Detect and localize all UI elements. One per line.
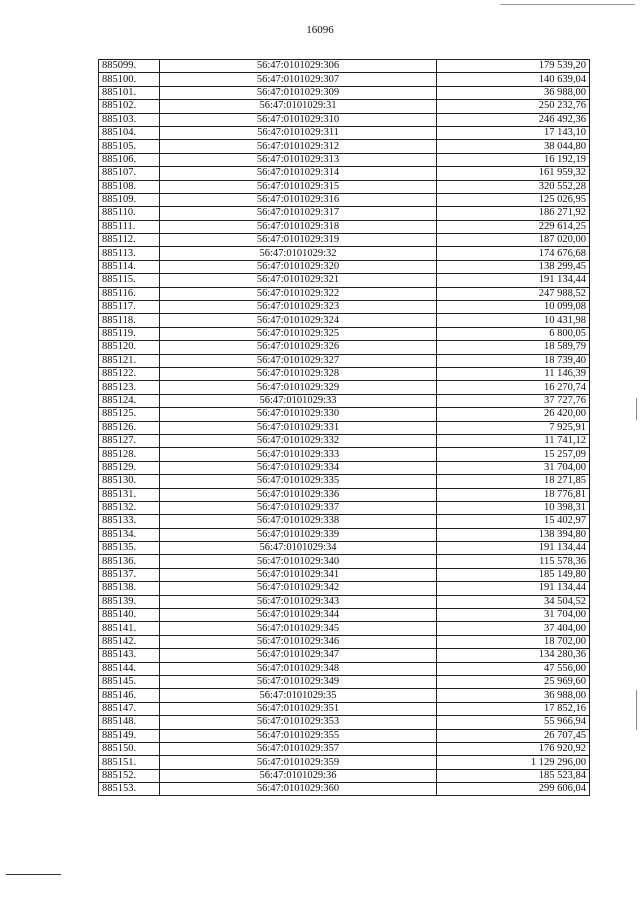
cadastral-value-cell: 250 232,76 <box>437 100 590 113</box>
cadastral-value-cell: 38 044,80 <box>437 140 590 153</box>
cadastral-value-cell: 191 134,44 <box>437 542 590 555</box>
cadastral-value-cell: 26 707,45 <box>437 729 590 742</box>
table-row <box>99 220 590 233</box>
row-number-cell: 885140. <box>99 609 160 622</box>
table-row <box>99 167 590 180</box>
footnote-rule <box>6 874 61 875</box>
cadastral-number-cell: 56:47:0101029:359 <box>160 756 437 769</box>
table-row <box>99 635 590 648</box>
cadastral-value-cell: 37 404,00 <box>437 622 590 635</box>
table-row <box>99 86 590 99</box>
row-number-cell: 885126. <box>99 421 160 434</box>
row-number-cell: 885112. <box>99 234 160 247</box>
row-number-cell: 885150. <box>99 742 160 755</box>
row-number-cell: 885113. <box>99 247 160 260</box>
table-row <box>99 73 590 86</box>
table-row <box>99 367 590 380</box>
table-row <box>99 408 590 421</box>
cadastral-number-cell: 56:47:0101029:314 <box>160 167 437 180</box>
cadastral-number-cell: 56:47:0101029:351 <box>160 702 437 715</box>
cadastral-value-cell: 18 739,40 <box>437 354 590 367</box>
cadastral-value-cell: 26 420,00 <box>437 408 590 421</box>
cadastral-number-cell: 56:47:0101029:329 <box>160 381 437 394</box>
cadastral-value-cell: 11 741,12 <box>437 434 590 447</box>
table-row <box>99 287 590 300</box>
row-number-cell: 885115. <box>99 274 160 287</box>
cadastral-number-cell: 56:47:0101029:345 <box>160 622 437 635</box>
table-row <box>99 515 590 528</box>
cadastral-number-cell: 56:47:0101029:337 <box>160 501 437 514</box>
table-row <box>99 381 590 394</box>
cadastral-number-cell: 56:47:0101029:348 <box>160 662 437 675</box>
cadastral-value-cell: 140 639,04 <box>437 73 590 86</box>
table-row <box>99 180 590 193</box>
cadastral-number-cell: 56:47:0101029:317 <box>160 207 437 220</box>
cadastral-number-cell: 56:47:0101029:36 <box>160 769 437 782</box>
table-row <box>99 341 590 354</box>
row-number-cell: 885141. <box>99 622 160 635</box>
cadastral-value-cell: 320 552,28 <box>437 180 590 193</box>
row-number-cell: 885132. <box>99 501 160 514</box>
row-number-cell: 885119. <box>99 327 160 340</box>
cadastral-number-cell: 56:47:0101029:334 <box>160 461 437 474</box>
table-row <box>99 609 590 622</box>
row-number-cell: 885118. <box>99 314 160 327</box>
cadastral-number-cell: 56:47:0101029:31 <box>160 100 437 113</box>
table-row <box>99 501 590 514</box>
cadastral-value-cell: 36 988,00 <box>437 689 590 702</box>
table-row <box>99 488 590 501</box>
row-number-cell: 885138. <box>99 582 160 595</box>
row-number-cell: 885128. <box>99 448 160 461</box>
cadastral-number-cell: 56:47:0101029:336 <box>160 488 437 501</box>
cadastral-value-cell: 17 143,10 <box>437 126 590 139</box>
cadastral-number-cell: 56:47:0101029:35 <box>160 689 437 702</box>
row-number-cell: 885106. <box>99 153 160 166</box>
cadastral-number-cell: 56:47:0101029:331 <box>160 421 437 434</box>
table-row <box>99 314 590 327</box>
cadastral-number-cell: 56:47:0101029:342 <box>160 582 437 595</box>
table-row <box>99 140 590 153</box>
cadastral-value-cell: 10 099,08 <box>437 301 590 314</box>
cadastral-number-cell: 56:47:0101029:333 <box>160 448 437 461</box>
row-number-cell: 885104. <box>99 126 160 139</box>
row-number-cell: 885130. <box>99 475 160 488</box>
table-row <box>99 354 590 367</box>
cadastral-value-cell: 185 149,80 <box>437 568 590 581</box>
cadastral-value-cell: 6 800,05 <box>437 327 590 340</box>
row-number-cell: 885146. <box>99 689 160 702</box>
cadastral-value-cell: 185 523,84 <box>437 769 590 782</box>
table-row <box>99 783 590 796</box>
cadastral-number-cell: 56:47:0101029:349 <box>160 675 437 688</box>
cadastral-value-cell: 55 966,94 <box>437 716 590 729</box>
cadastral-value-cell: 125 026,95 <box>437 193 590 206</box>
cadastral-value-cell: 16 192,19 <box>437 153 590 166</box>
cadastral-number-cell: 56:47:0101029:347 <box>160 649 437 662</box>
cadastral-value-cell: 15 402,97 <box>437 515 590 528</box>
table-row <box>99 153 590 166</box>
cadastral-number-cell: 56:47:0101029:339 <box>160 528 437 541</box>
cadastral-number-cell: 56:47:0101029:307 <box>160 73 437 86</box>
row-number-cell: 885107. <box>99 167 160 180</box>
cadastral-number-cell: 56:47:0101029:320 <box>160 260 437 273</box>
cadastral-number-cell: 56:47:0101029:335 <box>160 475 437 488</box>
table-row <box>99 274 590 287</box>
row-number-cell: 885153. <box>99 783 160 796</box>
cadastral-value-cell: 31 704,00 <box>437 461 590 474</box>
cadastral-number-cell: 56:47:0101029:338 <box>160 515 437 528</box>
cadastral-value-cell: 115 578,36 <box>437 555 590 568</box>
cadastral-value-cell: 18 589,79 <box>437 341 590 354</box>
scan-edge-mark <box>636 398 637 420</box>
table-row <box>99 327 590 340</box>
table-row <box>99 568 590 581</box>
cadastral-value-cell: 37 727,76 <box>437 394 590 407</box>
cadastral-value-cell: 7 925,91 <box>437 421 590 434</box>
table-row <box>99 742 590 755</box>
cadastral-number-cell: 56:47:0101029:318 <box>160 220 437 233</box>
table-row <box>99 729 590 742</box>
cadastral-number-cell: 56:47:0101029:343 <box>160 595 437 608</box>
table-row <box>99 582 590 595</box>
cadastral-value-cell: 299 606,04 <box>437 783 590 796</box>
cadastral-value-cell: 247 988,52 <box>437 287 590 300</box>
cadastral-value-cell: 161 959,32 <box>437 167 590 180</box>
cadastral-value-cell: 186 271,92 <box>437 207 590 220</box>
table-row <box>99 60 590 73</box>
cadastral-number-cell: 56:47:0101029:313 <box>160 153 437 166</box>
table-row <box>99 675 590 688</box>
row-number-cell: 885117. <box>99 301 160 314</box>
row-number-cell: 885111. <box>99 220 160 233</box>
cadastral-value-cell: 47 556,00 <box>437 662 590 675</box>
table-body <box>99 60 590 796</box>
cadastral-number-cell: 56:47:0101029:340 <box>160 555 437 568</box>
cadastral-number-cell: 56:47:0101029:327 <box>160 354 437 367</box>
page-number: 16096 <box>306 24 334 36</box>
table-row <box>99 207 590 220</box>
cadastral-value-cell: 229 614,25 <box>437 220 590 233</box>
cadastral-number-cell: 56:47:0101029:32 <box>160 247 437 260</box>
row-number-cell: 885149. <box>99 729 160 742</box>
cadastral-number-cell: 56:47:0101029:326 <box>160 341 437 354</box>
cadastral-number-cell: 56:47:0101029:357 <box>160 742 437 755</box>
table-row <box>99 394 590 407</box>
cadastral-value-cell: 18 271,85 <box>437 475 590 488</box>
cadastral-number-cell: 56:47:0101029:330 <box>160 408 437 421</box>
row-number-cell: 885123. <box>99 381 160 394</box>
table-row <box>99 649 590 662</box>
table-row <box>99 113 590 126</box>
row-number-cell: 885124. <box>99 394 160 407</box>
cadastral-value-cell: 138 299,45 <box>437 260 590 273</box>
cadastral-number-cell: 56:47:0101029:328 <box>160 367 437 380</box>
cadastral-number-cell: 56:47:0101029:316 <box>160 193 437 206</box>
row-number-cell: 885145. <box>99 675 160 688</box>
table-row <box>99 475 590 488</box>
table-row <box>99 461 590 474</box>
row-number-cell: 885151. <box>99 756 160 769</box>
table-row <box>99 689 590 702</box>
row-number-cell: 885121. <box>99 354 160 367</box>
row-number-cell: 885143. <box>99 649 160 662</box>
row-number-cell: 885100. <box>99 73 160 86</box>
cadastral-number-cell: 56:47:0101029:322 <box>160 287 437 300</box>
cadastral-number-cell: 56:47:0101029:321 <box>160 274 437 287</box>
cadastral-number-cell: 56:47:0101029:319 <box>160 234 437 247</box>
cadastral-value-cell: 16 270,74 <box>437 381 590 394</box>
cadastral-number-cell: 56:47:0101029:344 <box>160 609 437 622</box>
cadastral-value-cell: 10 431,98 <box>437 314 590 327</box>
row-number-cell: 885103. <box>99 113 160 126</box>
cadastral-value-cell: 36 988,00 <box>437 86 590 99</box>
cadastral-value-cell: 25 969,60 <box>437 675 590 688</box>
table-row <box>99 702 590 715</box>
row-number-cell: 885136. <box>99 555 160 568</box>
row-number-cell: 885135. <box>99 542 160 555</box>
row-number-cell: 885134. <box>99 528 160 541</box>
cadastral-value-cell: 10 398,31 <box>437 501 590 514</box>
table-row <box>99 421 590 434</box>
cadastral-value-cell: 1 129 296,00 <box>437 756 590 769</box>
cadastral-value-cell: 138 394,80 <box>437 528 590 541</box>
table-row <box>99 595 590 608</box>
cadastral-number-cell: 56:47:0101029:346 <box>160 635 437 648</box>
row-number-cell: 885116. <box>99 287 160 300</box>
table-row <box>99 448 590 461</box>
row-number-cell: 885147. <box>99 702 160 715</box>
table-row <box>99 434 590 447</box>
cadastral-number-cell: 56:47:0101029:309 <box>160 86 437 99</box>
table-row <box>99 260 590 273</box>
cadastral-value-cell: 191 134,44 <box>437 582 590 595</box>
cadastral-value-cell: 246 492,36 <box>437 113 590 126</box>
row-number-cell: 885152. <box>99 769 160 782</box>
row-number-cell: 885102. <box>99 100 160 113</box>
row-number-cell: 885105. <box>99 140 160 153</box>
row-number-cell: 885109. <box>99 193 160 206</box>
cadastral-value-cell: 11 146,39 <box>437 367 590 380</box>
cadastral-number-cell: 56:47:0101029:312 <box>160 140 437 153</box>
cadastral-value-cell: 179 539,20 <box>437 60 590 73</box>
top-edge-rule <box>500 4 635 5</box>
row-number-cell: 885127. <box>99 434 160 447</box>
row-number-cell: 885099. <box>99 60 160 73</box>
cadastral-number-cell: 56:47:0101029:324 <box>160 314 437 327</box>
table-row <box>99 662 590 675</box>
scan-edge-mark <box>636 690 637 730</box>
cadastral-value-cell: 15 257,09 <box>437 448 590 461</box>
row-number-cell: 885142. <box>99 635 160 648</box>
cadastral-number-cell: 56:47:0101029:341 <box>160 568 437 581</box>
table-row <box>99 542 590 555</box>
row-number-cell: 885129. <box>99 461 160 474</box>
cadastral-number-cell: 56:47:0101029:360 <box>160 783 437 796</box>
cadastral-number-cell: 56:47:0101029:34 <box>160 542 437 555</box>
table-row <box>99 301 590 314</box>
cadastral-number-cell: 56:47:0101029:332 <box>160 434 437 447</box>
table-row <box>99 234 590 247</box>
row-number-cell: 885139. <box>99 595 160 608</box>
row-number-cell: 885137. <box>99 568 160 581</box>
cadastral-value-cell: 31 704,00 <box>437 609 590 622</box>
row-number-cell: 885122. <box>99 367 160 380</box>
cadastral-number-cell: 56:47:0101029:355 <box>160 729 437 742</box>
cadastral-value-cell: 191 134,44 <box>437 274 590 287</box>
row-number-cell: 885125. <box>99 408 160 421</box>
cadastral-value-cell: 174 676,68 <box>437 247 590 260</box>
table-row <box>99 100 590 113</box>
cadastral-value-cell: 17 852,16 <box>437 702 590 715</box>
row-number-cell: 885101. <box>99 86 160 99</box>
row-number-cell: 885108. <box>99 180 160 193</box>
cadastral-value-cell: 176 920,92 <box>437 742 590 755</box>
cadastral-value-cell: 187 020,00 <box>437 234 590 247</box>
cadastral-number-cell: 56:47:0101029:306 <box>160 60 437 73</box>
table-row <box>99 193 590 206</box>
cadastral-number-cell: 56:47:0101029:353 <box>160 716 437 729</box>
row-number-cell: 885114. <box>99 260 160 273</box>
table-row <box>99 247 590 260</box>
cadastral-number-cell: 56:47:0101029:310 <box>160 113 437 126</box>
cadastral-number-cell: 56:47:0101029:323 <box>160 301 437 314</box>
table-row <box>99 555 590 568</box>
table-row <box>99 126 590 139</box>
table-row <box>99 716 590 729</box>
table-row <box>99 756 590 769</box>
cadastral-number-cell: 56:47:0101029:325 <box>160 327 437 340</box>
cadastral-value-table <box>98 59 590 796</box>
row-number-cell: 885110. <box>99 207 160 220</box>
cadastral-value-cell: 18 776,81 <box>437 488 590 501</box>
row-number-cell: 885131. <box>99 488 160 501</box>
cadastral-number-cell: 56:47:0101029:311 <box>160 126 437 139</box>
cadastral-value-cell: 18 702,00 <box>437 635 590 648</box>
cadastral-value-cell: 134 280,36 <box>437 649 590 662</box>
cadastral-value-cell: 34 504,52 <box>437 595 590 608</box>
table-row <box>99 622 590 635</box>
cadastral-number-cell: 56:47:0101029:315 <box>160 180 437 193</box>
row-number-cell: 885133. <box>99 515 160 528</box>
row-number-cell: 885144. <box>99 662 160 675</box>
cadastral-number-cell: 56:47:0101029:33 <box>160 394 437 407</box>
table-row <box>99 528 590 541</box>
row-number-cell: 885148. <box>99 716 160 729</box>
table-row <box>99 769 590 782</box>
row-number-cell: 885120. <box>99 341 160 354</box>
